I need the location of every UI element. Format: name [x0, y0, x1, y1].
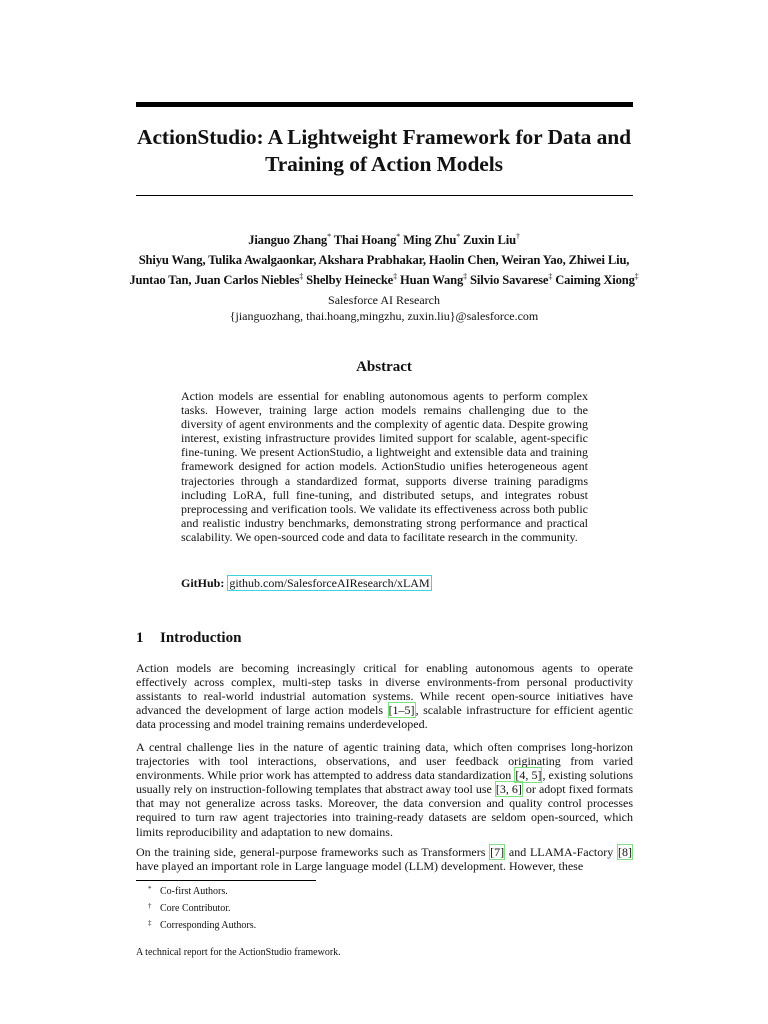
author-separator: , — [313, 253, 319, 267]
github-link[interactable]: github.com/SalesforceAIResearch/xLAM — [229, 576, 430, 590]
author-line-1 — [110, 230, 658, 250]
footnote-text: Core Contributor. — [160, 903, 231, 914]
footnote-mark: * — [148, 885, 152, 893]
paragraph-text: , scalable infrastructure for efficient agentic data processing and model training remains underdeveloped. — [136, 703, 633, 732]
author-line-2 — [110, 250, 658, 270]
author-mark: ‡ — [548, 272, 553, 281]
author-separator: , — [562, 253, 569, 267]
paragraph-text: Action models are becoming increasingly critical for enabling autonomous agents to operate effectively across complex, multi-step tasks in diverse environments-from personal productivity assistants to real-world industrial automation systems. While recent open-source initiatives have advanced the development of large action models — [136, 661, 633, 718]
intro-paragraph-1 — [136, 661, 633, 731]
author-separator: , — [188, 273, 195, 287]
paper-title: ActionStudio: A Lightweight Framework for Data and Training of Action Models — [137, 125, 631, 176]
author-name: Jianguo Zhang — [248, 233, 328, 247]
author-mark: * — [327, 232, 331, 241]
author-separator: , — [626, 253, 630, 267]
affiliation: Salesforce AI Research — [328, 293, 440, 307]
affiliation-block — [120, 292, 648, 324]
author-mark: ‡ — [299, 272, 304, 281]
github-label: GitHub: — [181, 576, 225, 590]
author-separator: , — [202, 253, 209, 267]
footnote — [148, 882, 448, 899]
footnote — [148, 899, 448, 916]
citation-link[interactable]: [1–5] — [388, 703, 415, 718]
author-line-3 — [110, 270, 658, 290]
author-name: Shelby Heinecke — [306, 273, 394, 287]
footnote-mark: ‡ — [148, 919, 152, 927]
author-name: Thai Hoang — [333, 233, 397, 247]
abstract-text: Action models are essential for enabling autonomous agents to perform complex tasks. However, training large action models remains challenging due to the diversity of agent environments and the complexity of agentic data. Despite growing interest, existing infrastructure provides limited support for scalable, agent-specific fine-tuning. We present ActionStudio, a lightweight and extensible data and training framework designed for action models. ActionStudio unifies heterogeneous agent trajectories through a standardized format, supports diverse training paradigms including LoRA, full fine-tuning, and distributed setups, and integrates robust preprocessing and verification tools. We validate its effectiveness across both public and realistic industry benchmarks, demonstrating strong performance and practical scalability. We open-sourced code and data to facilitate research in the community. — [181, 389, 588, 544]
title-top-rule — [136, 102, 633, 107]
author-emails: {jianguozhang, thai.hoang,mingzhu, zuxin.liu}@salesforce.com — [229, 309, 539, 323]
author-name: Shiyu Wang — [138, 253, 203, 267]
paragraph-text: have played an important role in Large language model (LLM) development. However, these — [136, 859, 584, 874]
paragraph-text: On the training side, general-purpose frameworks such as Transformers — [136, 845, 490, 859]
author-name: Weiran Yao — [501, 253, 563, 267]
author-mark: † — [515, 232, 520, 241]
author-mark: ‡ — [463, 272, 468, 281]
author-name: Zuxin Liu — [463, 233, 516, 247]
paragraph-text: , existing solutions usually rely on instruction-following templates that abstract away tool use — [136, 768, 633, 797]
abstract-heading: Abstract — [356, 359, 412, 375]
author-name: Tulika Awalgaonkar — [208, 253, 314, 267]
intro-paragraph-2 — [136, 740, 633, 839]
author-mark: ‡ — [634, 272, 639, 281]
page-footer-note: A technical report for the ActionStudio framework. — [136, 947, 341, 958]
footnotes — [148, 882, 448, 933]
author-name: Huan Wang — [399, 273, 464, 287]
author-name: Juntao Tan — [129, 273, 189, 287]
author-block — [110, 230, 658, 290]
section-number: 1 — [136, 630, 144, 646]
author-separator: , — [495, 253, 502, 267]
footnote-text: Co-first Authors. — [160, 886, 228, 897]
footnote-mark: † — [148, 902, 152, 910]
author-mark: ‡ — [393, 272, 397, 281]
paragraph-text: A central challenge lies in the nature of agentic training data, which often comprises long-horizon trajectories with tool interactions, observations, and user feedback originating from varied environments. While prior work has attempted to address data standardization — [136, 740, 633, 783]
citation-link[interactable]: [3, 6] — [495, 782, 522, 797]
author-mark: * — [396, 232, 401, 241]
author-name: Ming Zhu — [403, 233, 457, 247]
author-name: Silvio Savarese — [470, 273, 549, 287]
author-name: Haolin Chen — [428, 253, 496, 267]
author-mark: * — [456, 232, 461, 241]
author-name: Zhiwei Liu — [568, 253, 627, 267]
intro-paragraph-3 — [136, 845, 633, 873]
footnote — [148, 916, 448, 933]
footnote-rule — [136, 880, 316, 881]
section-heading — [136, 628, 436, 648]
paragraph-text: or adopt fixed formats that may not generalize across tasks. Moreover, the data conversion and quality control processes required to turn raw agent trajectories into training-ready datasets are seldom open-sourced, which limits reproducibility and adaptation to new domains. — [136, 782, 633, 839]
github-line — [181, 575, 588, 591]
author-name: Juan Carlos Niebles — [194, 273, 300, 287]
citation-link[interactable]: [8] — [618, 845, 632, 859]
author-separator: , — [422, 253, 429, 267]
paragraph-text: and LLAMA-Factory — [505, 845, 617, 859]
citation-link[interactable]: [7] — [490, 845, 505, 859]
author-name: Caiming Xiong — [555, 273, 635, 287]
footnote-text: Corresponding Authors. — [160, 920, 257, 931]
title-bottom-rule — [136, 195, 633, 196]
section-title: Introduction — [160, 630, 242, 646]
citation-link[interactable]: [4, 5] — [515, 768, 542, 783]
author-name: Akshara Prabhakar — [318, 253, 423, 267]
